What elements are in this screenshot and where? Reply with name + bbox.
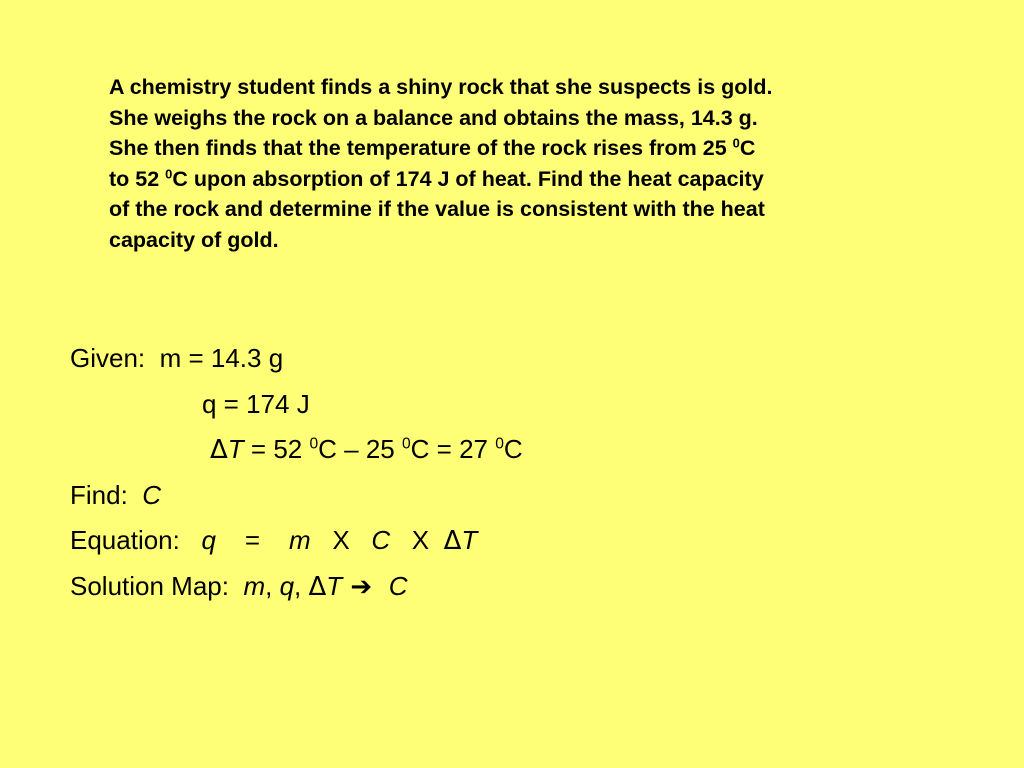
problem-line-6: capacity of gold.: [109, 227, 279, 252]
find-row: [70, 473, 970, 519]
problem-line-3: [109, 133, 999, 164]
problem-line-2: She weighs the rock on a balance and obtains the mass, 14.3 g.: [109, 105, 758, 130]
solution-work: [70, 336, 970, 610]
delta-eq-d: C: [503, 434, 523, 465]
problem-line-3-unit: C: [739, 136, 756, 160]
equation-times-1: X: [310, 525, 372, 556]
equation-c: C: [371, 525, 391, 556]
given-heat: q = 174 J: [202, 388, 310, 419]
problem-line-5: of the rock and determine if the value is consistent with the heat: [109, 197, 765, 221]
map-q: q: [279, 570, 295, 601]
delta-symbol: Δ: [308, 571, 327, 602]
problem-line-4-start: to 52: [109, 166, 166, 191]
map-comma-1: ,: [265, 570, 280, 601]
equation-t: T: [461, 525, 478, 556]
delta-eq-a: = 52: [243, 434, 310, 465]
delta-variable: T: [227, 434, 244, 465]
delta-eq-b: C – 25: [318, 434, 402, 465]
find-label: Find:: [70, 479, 143, 510]
map-c: C: [388, 570, 408, 601]
delta-eq-c: C = 27: [410, 434, 496, 465]
given-row: [70, 336, 970, 382]
map-comma-2: ,: [294, 570, 309, 601]
given-delta-row: [70, 427, 970, 473]
degree-superscript: 0: [495, 435, 504, 453]
degree-superscript: 0: [165, 165, 173, 181]
solution-map-label: Solution Map:: [70, 570, 244, 601]
equation-row: [70, 518, 970, 564]
solution-map-row: [70, 564, 970, 610]
map-m: m: [243, 570, 266, 601]
map-t: T: [326, 570, 343, 601]
delta-symbol: Δ: [443, 526, 462, 557]
problem-line-4-text: C upon absorption of 174 J of heat. Find the heat capacity: [172, 166, 764, 191]
right-arrow-icon: ➔: [342, 571, 389, 602]
degree-superscript: 0: [309, 435, 319, 453]
find-value: C: [142, 479, 162, 510]
given-heat-row: [70, 382, 970, 428]
problem-statement: [109, 72, 999, 255]
degree-superscript: 0: [732, 135, 740, 151]
delta-symbol: Δ: [210, 435, 228, 466]
problem-line-4: [109, 164, 999, 195]
equation-label: Equation:: [70, 525, 202, 556]
equation-m: m: [289, 525, 311, 556]
given-mass: m = 14.3 g: [159, 343, 284, 373]
problem-line-3-text: She then finds that the temperature of the rock rises from 25: [109, 136, 733, 160]
equation-equals: =: [216, 525, 289, 556]
degree-superscript: 0: [401, 435, 411, 453]
equation-q: q: [201, 525, 217, 556]
given-label: Given:: [70, 343, 160, 373]
problem-line-1: A chemistry student finds a shiny rock that she suspects is gold.: [109, 75, 773, 99]
equation-times-2: X: [390, 525, 444, 556]
